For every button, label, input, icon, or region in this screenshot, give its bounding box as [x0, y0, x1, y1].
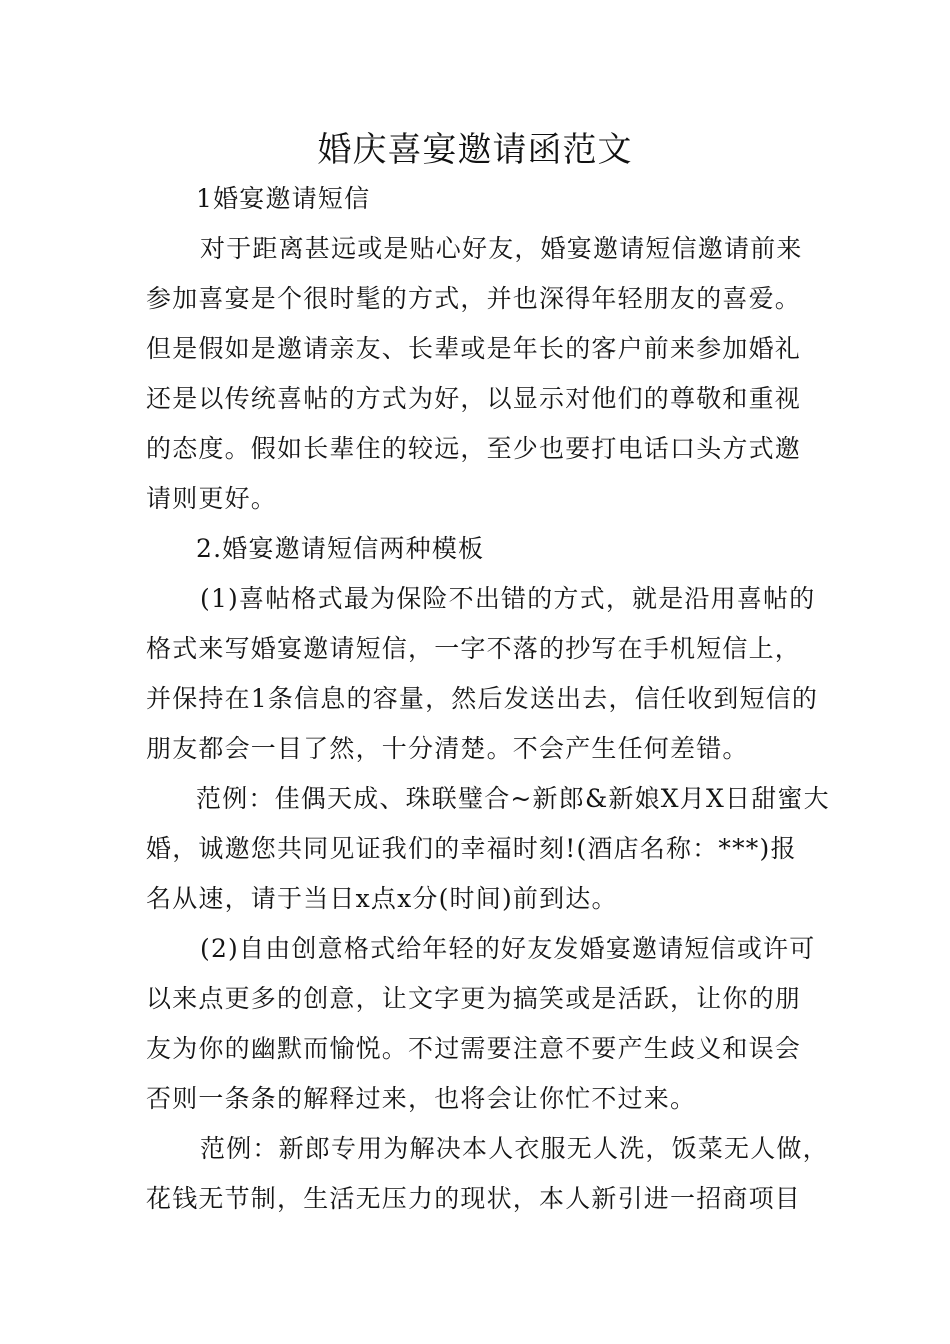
paragraph-line: 的态度。假如长辈住的较远，至少也要打电话口头方式邀 — [146, 434, 802, 463]
paragraph-line: (1)喜帖格式最为保险不出错的方式，就是沿用喜帖的 — [200, 584, 816, 613]
section-heading: 2.婚宴邀请短信两种模板 — [196, 534, 485, 563]
paragraph-line: 还是以传统喜帖的方式为好，以显示对他们的尊敬和重视 — [146, 384, 802, 413]
paragraph-line: 否则一条条的解释过来，也将会让你忙不过来。 — [146, 1084, 697, 1113]
example-line: 花钱无节制，生活无压力的现状，本人新引进一招商项目 — [146, 1184, 802, 1213]
paragraph-line: 朋友都会一目了然，十分清楚。不会产生任何差错。 — [146, 734, 749, 763]
example-line: 范例：佳偶天成、珠联璧合~新郎&新娘X月X日甜蜜大 — [196, 784, 830, 813]
paragraph-line: (2)自由创意格式给年轻的好友发婚宴邀请短信或许可 — [200, 934, 816, 963]
example-line: 范例：新郎专用为解决本人衣服无人洗，饭菜无人做， — [200, 1134, 829, 1163]
paragraph-line: 请则更好。 — [146, 484, 278, 513]
example-line: 婚，诚邀您共同见证我们的幸福时刻!(酒店名称：***)报 — [146, 834, 797, 863]
paragraph-line: 参加喜宴是个很时髦的方式，并也深得年轻朋友的喜爱。 — [146, 284, 802, 313]
paragraph-line: 对于距离甚远或是贴心好友，婚宴邀请短信邀请前来 — [200, 234, 803, 263]
paragraph-line: 格式来写婚宴邀请短信，一字不落的抄写在手机短信上， — [146, 634, 802, 663]
paragraph-line: 并保持在1条信息的容量，然后发送出去，信任收到短信的 — [146, 684, 819, 713]
section-heading: 1婚宴邀请短信 — [196, 184, 371, 213]
document-title: 婚庆喜宴邀请函范文 — [317, 130, 633, 170]
paragraph-line: 但是假如是邀请亲友、长辈或是年长的客户前来参加婚礼 — [146, 334, 802, 363]
paragraph-line: 友为你的幽默而愉悦。不过需要注意不要产生歧义和误会 — [146, 1034, 802, 1063]
example-line: 名从速，请于当日x点x分(时间)前到达。 — [146, 884, 618, 913]
paragraph-line: 以来点更多的创意，让文字更为搞笑或是活跃，让你的朋 — [146, 984, 802, 1013]
